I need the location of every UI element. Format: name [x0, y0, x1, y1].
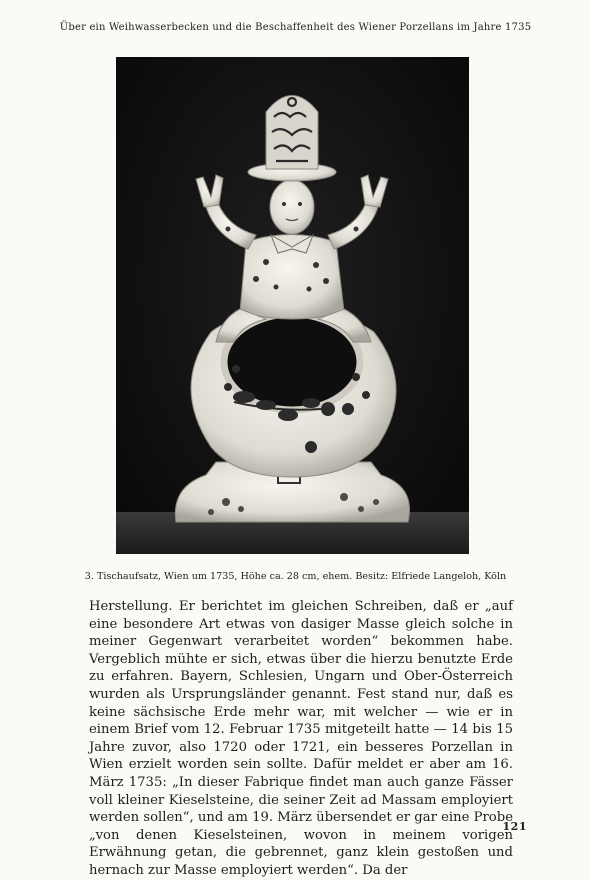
figure-plate	[116, 57, 469, 554]
running-head: Über ein Weihwasserbecken und die Beschaffenheit des Wiener Porzellans im Jahre 1735	[59, 22, 532, 33]
figure-left-arm	[206, 203, 256, 249]
figure-head	[270, 180, 314, 234]
figure-left-hand	[196, 175, 223, 207]
figure-caption: 3. Tischaufsatz, Wien um 1735, Höhe ca. 28 cm, ehem. Besitz: Elfriede Langeloh, Köln	[84, 571, 507, 582]
page-number: 121	[502, 820, 527, 833]
figure-right-arm	[328, 203, 378, 249]
porcelain-figure-photo	[116, 57, 469, 554]
paragraph: Herstellung. Er berichtet im gleichen Schreiben, daß er „auf eine besondere Art etwas von dasiger Masse gleich solche in meiner Gegenwart verarbeitet worden“ bekommen habe. Vergeblich mühte er sich, etwas über die hierzu benutzte Erde zu erfahren. Bayern, Schlesien, Ungarn und Ober-Österreich wurden als Ursprungsländer genannt. Fest stand nur, daß es keine sächsische Erde mehr war, mit welcher — wie er in einem Brief vom 12. Februar 1735 mitgeteilt hatte — 14 bis 15 Jahre zuvor, also 1720 oder 1721, ein besseres Porzellan in Wien erzielt worden sein sollte. Dafür meldet er aber am 16. März 1735: „In dieser Fabrique findet man auch ganze Fässer voll kleiner Kieselsteine, die seiner Zeit ad Massam employiert werden sollen“, und am 19. März übersendet er gar eine Probe „von denen Kieselsteinen, wovon in meinem vorigen Erwähnung getan, die gebrennet, ganz klein gestoßen und hernach zur Masse employiert werden“. Da der	[89, 599, 513, 878]
body-text	[89, 598, 513, 880]
figure-right-hand	[361, 175, 388, 207]
